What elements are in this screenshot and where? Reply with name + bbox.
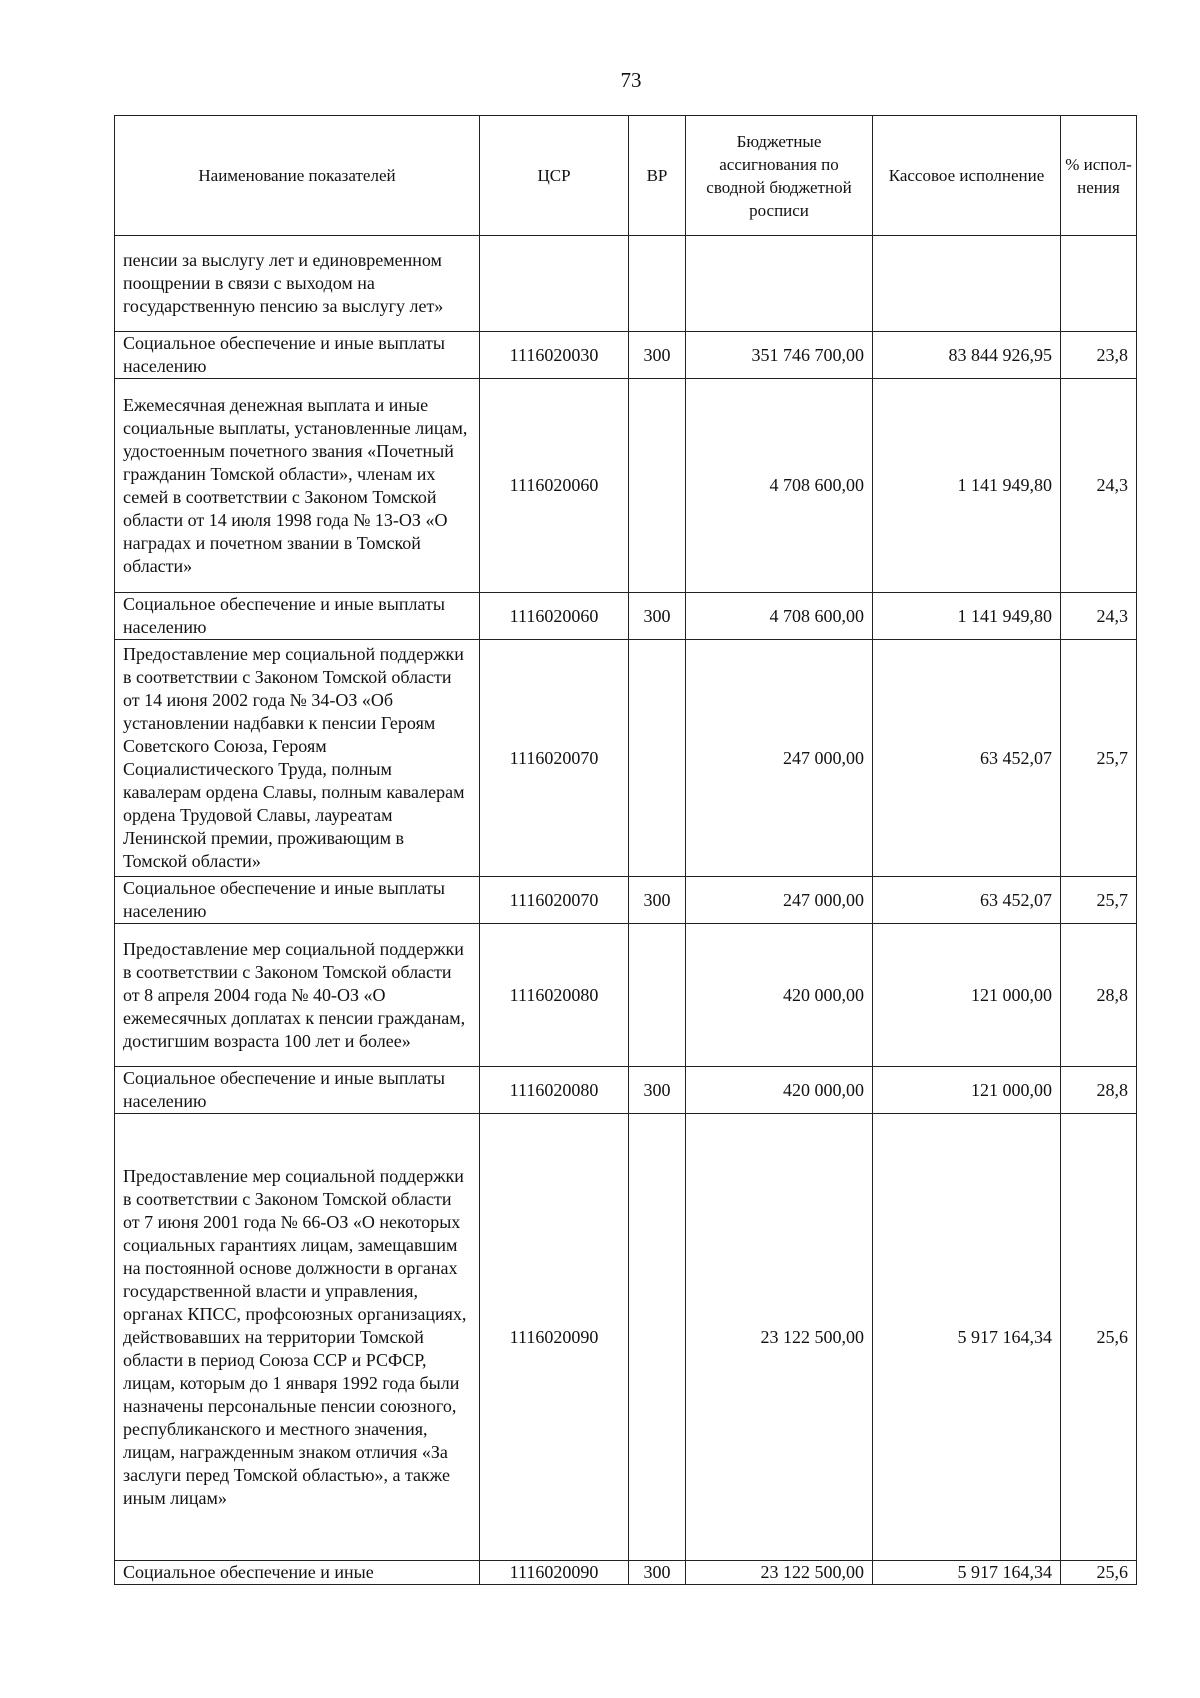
row-cash-execution: 1 141 949,80 [873,593,1061,640]
row-allocations: 4 708 600,00 [686,379,873,593]
row-cash-execution: 63 452,07 [873,877,1061,924]
row-name: Предоставление мер социальной поддержки в соответствии с Законом Томской области от 14 июня 2002 года № 34-ОЗ «Об установлении надбавки к пенсии Героям Советского Союза, Героям Социалистического Труда, полным кавалерам ордена Славы, полным кавалерам ордена Трудовой Славы, лауреатам Ленинской премии, проживающим в Томской области» [115,640,480,877]
row-csr: 1116020070 [480,877,629,924]
row-name: Ежемесячная денежная выплата и иные социальные выплаты, установленные лицам, удостоенным почетного звания «Почетный гражданин Томской области», членам их семей в соответствии с Законом Томской области от 14 июля 1998 года № 13-ОЗ «О наградах и почетном звании в Томской области» [115,379,480,593]
header-csr: ЦСР [480,116,629,236]
table-header-row [115,116,1137,236]
row-cash-execution: 121 000,00 [873,924,1061,1067]
row-cash-execution: 83 844 926,95 [873,332,1061,379]
table-row [115,236,1137,332]
table-row [115,924,1137,1067]
row-name: Социальное обеспечение и иные выплаты населению [115,877,480,924]
row-allocations: 23 122 500,00 [686,1114,873,1561]
row-name: Предоставление мер социальной поддержки в соответствии с Законом Томской области от 7 июня 2001 года № 66-ОЗ «О некоторых социальных гарантиях лицам, замещавшим на постоянной основе должности в органах государственной власти и управления, органах КПСС, профсоюзных организациях, действовавших на территории Томской области в период Союза ССР и РСФСР, лицам, которым до 1 января 1992 года были назначены персональные пенсии союзного, республиканского и местного значения, лицам, награжденным знаком отличия «За заслуги перед Томской областью», а также иным лицам» [115,1114,480,1561]
header-name: Наименование показателей [115,116,480,236]
table-row [115,332,1137,379]
row-allocations: 4 708 600,00 [686,593,873,640]
row-vr [629,640,686,877]
row-csr [480,236,629,332]
row-vr: 300 [629,877,686,924]
row-vr [629,1114,686,1561]
table-row [115,640,1137,877]
row-csr: 1116020090 [480,1114,629,1561]
row-csr: 1116020070 [480,640,629,877]
row-percent: 24,3 [1061,593,1137,640]
row-allocations: 351 746 700,00 [686,332,873,379]
row-csr: 1116020030 [480,332,629,379]
row-allocations: 247 000,00 [686,877,873,924]
header-cash-execution: Кассовое исполнение [873,116,1061,236]
row-csr: 1116020060 [480,379,629,593]
row-percent: 28,8 [1061,924,1137,1067]
row-vr [629,236,686,332]
header-allocations: Бюджетные ассигнования по сводной бюджетной росписи [686,116,873,236]
row-name: Социальное обеспечение и иные выплаты населению [115,332,480,379]
row-allocations: 420 000,00 [686,924,873,1067]
row-csr: 1116020080 [480,924,629,1067]
table-row [115,379,1137,593]
row-allocations: 23 122 500,00 [686,1561,873,1585]
table-row [115,1561,1137,1585]
row-percent: 25,7 [1061,877,1137,924]
row-cash-execution: 63 452,07 [873,640,1061,877]
row-cash-execution: 5 917 164,34 [873,1561,1061,1585]
row-vr [629,924,686,1067]
row-csr: 1116020090 [480,1561,629,1585]
row-percent: 24,3 [1061,379,1137,593]
row-percent [1061,236,1137,332]
row-cash-execution: 121 000,00 [873,1067,1061,1114]
table-row [115,1067,1137,1114]
row-vr [629,379,686,593]
row-vr: 300 [629,1561,686,1585]
row-csr: 1116020080 [480,1067,629,1114]
row-vr: 300 [629,332,686,379]
page-number: 73 [620,68,642,92]
table-row [115,1114,1137,1561]
row-vr: 300 [629,593,686,640]
header-percent-execution: % испол-нения [1061,116,1137,236]
budget-execution-table [114,115,1137,1585]
row-csr: 1116020060 [480,593,629,640]
row-cash-execution [873,236,1061,332]
row-allocations: 420 000,00 [686,1067,873,1114]
row-percent: 25,6 [1061,1114,1137,1561]
row-allocations: 247 000,00 [686,640,873,877]
row-percent: 25,6 [1061,1561,1137,1585]
table-row [115,877,1137,924]
row-percent: 28,8 [1061,1067,1137,1114]
row-percent: 23,8 [1061,332,1137,379]
row-allocations [686,236,873,332]
row-cash-execution: 5 917 164,34 [873,1114,1061,1561]
row-name: Социальное обеспечение и иные выплаты населению [115,1067,480,1114]
row-name: Социальное обеспечение и иные выплаты населению [115,593,480,640]
table-row [115,593,1137,640]
row-name: Предоставление мер социальной поддержки в соответствии с Законом Томской области от 8 апреля 2004 года № 40-ОЗ «О ежемесячных доплатах к пенсии гражданам, достигшим возраста 100 лет и более» [115,924,480,1067]
row-percent: 25,7 [1061,640,1137,877]
row-name: пенсии за выслугу лет и единовременном поощрении в связи с выходом на государственную пенсию за выслугу лет» [115,236,480,332]
row-cash-execution: 1 141 949,80 [873,379,1061,593]
row-vr: 300 [629,1067,686,1114]
row-name: Социальное обеспечение и иные [115,1561,480,1585]
header-vr: ВР [629,116,686,236]
